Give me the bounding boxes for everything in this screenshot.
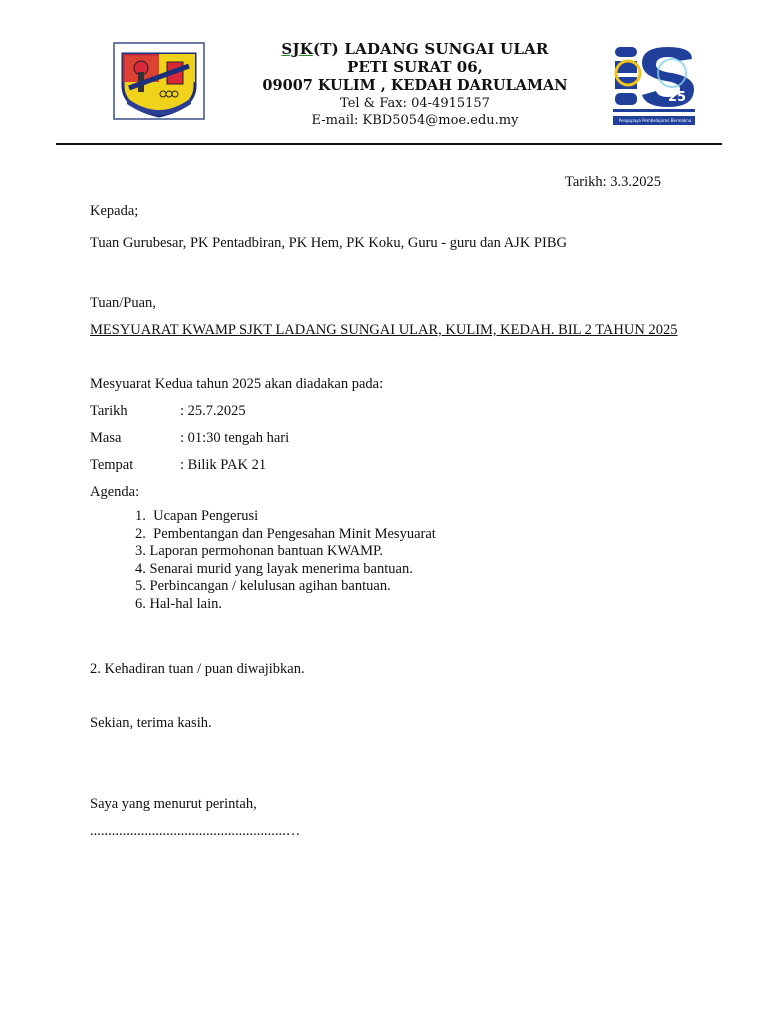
signature-line: ......................................................…: [90, 823, 301, 839]
phone-fax: Tel & Fax: 04-4915157: [340, 96, 490, 111]
agenda-label: Agenda:: [90, 484, 140, 500]
letter-date: Tarikh: 3.3.2025: [565, 174, 662, 190]
detail-value-venue: : Bilik PAK 21: [180, 457, 267, 473]
logo-tagline: Pengupaya Pembelajaran Bermakna: [618, 118, 692, 123]
detail-label-venue: Tempat: [90, 457, 134, 473]
email-address: E-mail: KBD5054@moe.edu.my: [311, 113, 519, 128]
logo-number: 25: [668, 90, 687, 105]
detail-label-time: Masa: [90, 430, 122, 446]
detail-value-time: : 01:30 tengah hari: [180, 430, 290, 446]
detail-value-date: : 25.7.2025: [180, 403, 246, 419]
transformation-logo: [612, 43, 696, 127]
agenda-item: 6. Hal-hal lain.: [135, 595, 222, 612]
school-crest-logo: [113, 42, 205, 120]
recipients: Tuan Gurubesar, PK Pentadbiran, PK Hem, PK Koku, Guru - guru dan AJK PIBG: [90, 235, 567, 251]
agenda-item: 3. Laporan permohonan bantuan KWAMP.: [135, 543, 384, 560]
agenda-item: 1. Ucapan Pengerusi: [135, 508, 259, 524]
attendance-note: 2. Kehadiran tuan / puan diwajibkan.: [90, 661, 305, 677]
sign-off: Saya yang menurut perintah,: [90, 796, 257, 812]
closing: Sekian, terima kasih.: [90, 715, 212, 731]
agenda-item: 5. Perbincangan / kelulusan agihan bantuan.: [135, 578, 391, 595]
to-label: Kepada;: [90, 203, 139, 219]
school-address: 09007 KULIM , KEDAH DARULAMAN: [262, 77, 568, 94]
detail-label-date: Tarikh: [90, 403, 128, 419]
meeting-intro: Mesyuarat Kedua tahun 2025 akan diadakan pada:: [90, 376, 384, 392]
po-box: PETI SURAT 06,: [347, 58, 483, 76]
agenda-item: 2. Pembentangan dan Pengesahan Minit Mesyuarat: [135, 525, 436, 542]
agenda-list: [135, 508, 436, 614]
letter-subject: MESYUARAT KWAMP SJKT LADANG SUNGAI ULAR, KULIM, KEDAH. BIL 2 TAHUN 2025: [90, 322, 678, 338]
header-divider: [56, 143, 722, 145]
letterhead: [220, 40, 610, 129]
agenda-item: 4. Senarai murid yang layak menerima bantuan.: [135, 560, 413, 577]
salutation: Tuan/Puan,: [90, 295, 156, 311]
school-name: SJK(T) LADANG SUNGAI ULAR: [281, 40, 549, 58]
